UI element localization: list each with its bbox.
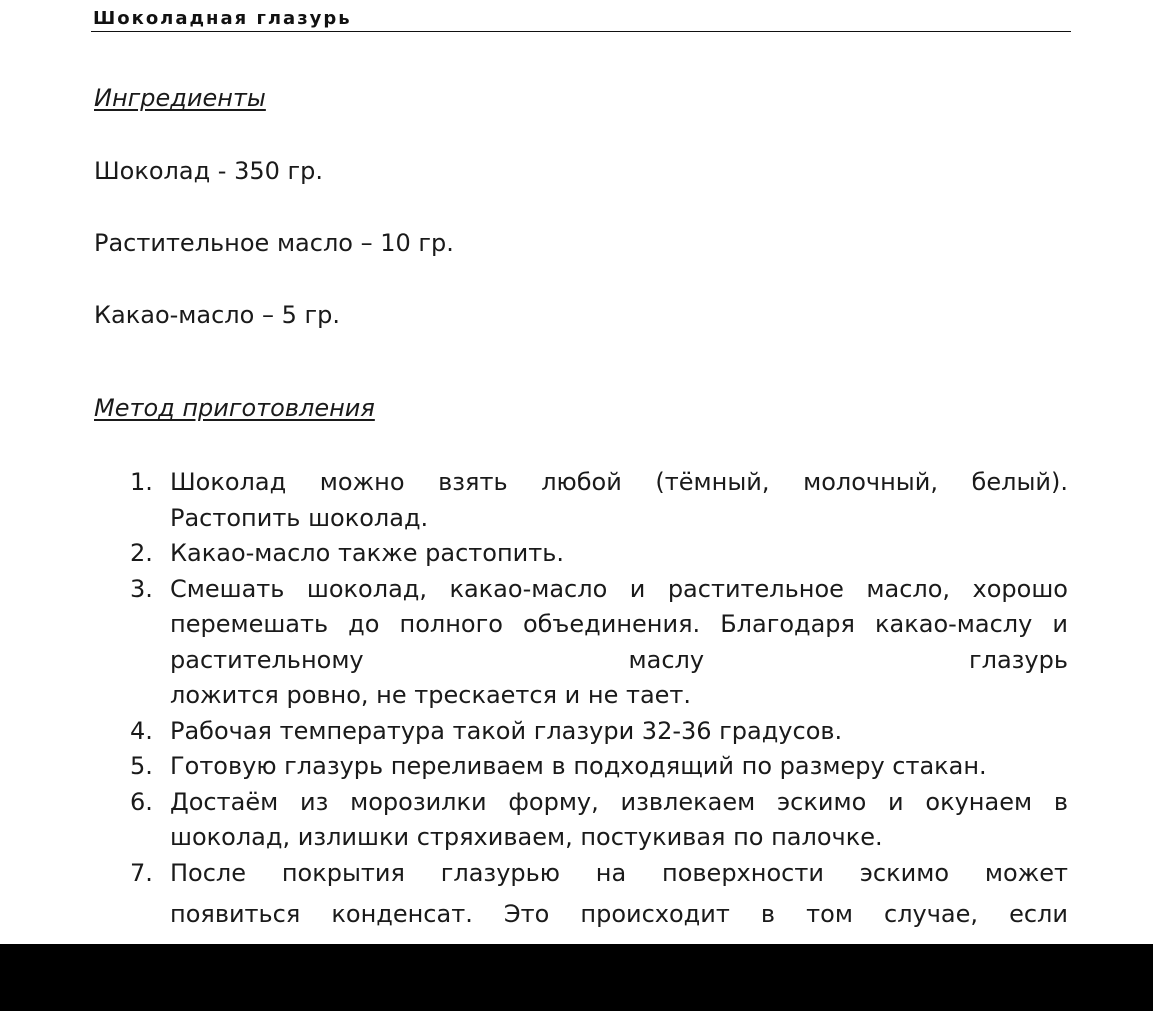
ingredient-item: Какао-масло – 5 гр. (94, 301, 340, 329)
method-heading: Метод приготовления (94, 394, 375, 422)
step-line: Какао-масло также растопить. (170, 539, 564, 567)
step-text (170, 465, 1068, 536)
step-line: Смешать шоколад, какао-масло и растительное масло, хорошо (170, 574, 1068, 603)
document-title: Шоколадная глазурь (93, 8, 352, 29)
method-step (130, 572, 1068, 714)
step-line: растительному маслу глазурь (170, 645, 1068, 674)
step-line: шоколад, излишки стряхиваем, постукивая по палочке. (170, 823, 883, 851)
method-step (130, 465, 1068, 536)
step-text (170, 856, 1068, 933)
step-text (170, 536, 1068, 572)
ingredients-heading: Ингредиенты (94, 84, 266, 112)
document-header (91, 4, 1071, 32)
method-step (130, 785, 1068, 856)
step-line: Достаём из морозилки форму, извлекаем эскимо и окунаем в (170, 787, 1068, 816)
method-step (130, 749, 1068, 785)
step-number: 5. (130, 752, 153, 780)
step-number: 4. (130, 716, 153, 745)
method-steps-list (130, 465, 1068, 933)
step-line: перемешать до полного объединения. Благодаря какао-маслу и (170, 610, 1068, 638)
step-number: 7. (130, 858, 153, 887)
step-line: появиться конденсат. Это происходит в том случае, если (170, 900, 1068, 928)
step-line: ложится ровно, не трескается и не тает. (170, 681, 692, 709)
method-step (130, 856, 1068, 933)
step-text (170, 714, 1068, 750)
ingredient-item: Растительное масло – 10 гр. (94, 229, 454, 257)
step-text (170, 572, 1068, 714)
method-step (130, 714, 1068, 750)
step-text (170, 749, 1068, 785)
step-number: 3. (130, 574, 153, 603)
step-line: Шоколад можно взять любой (тёмный, молочный, белый). (170, 468, 1068, 496)
step-number: 6. (130, 787, 153, 816)
ingredient-item: Шоколад - 350 гр. (94, 157, 323, 185)
step-number: 2. (130, 539, 153, 567)
step-line: После покрытия глазурью на поверхности эскимо может (170, 858, 1068, 887)
step-text (170, 785, 1068, 856)
method-step (130, 536, 1068, 572)
step-line: Готовую глазурь переливаем в подходящий по размеру стакан. (170, 752, 987, 780)
step-line: Рабочая температура такой глазури 32-36 градусов. (170, 716, 843, 745)
step-number: 1. (130, 468, 153, 496)
step-line: Растопить шоколад. (170, 503, 429, 532)
